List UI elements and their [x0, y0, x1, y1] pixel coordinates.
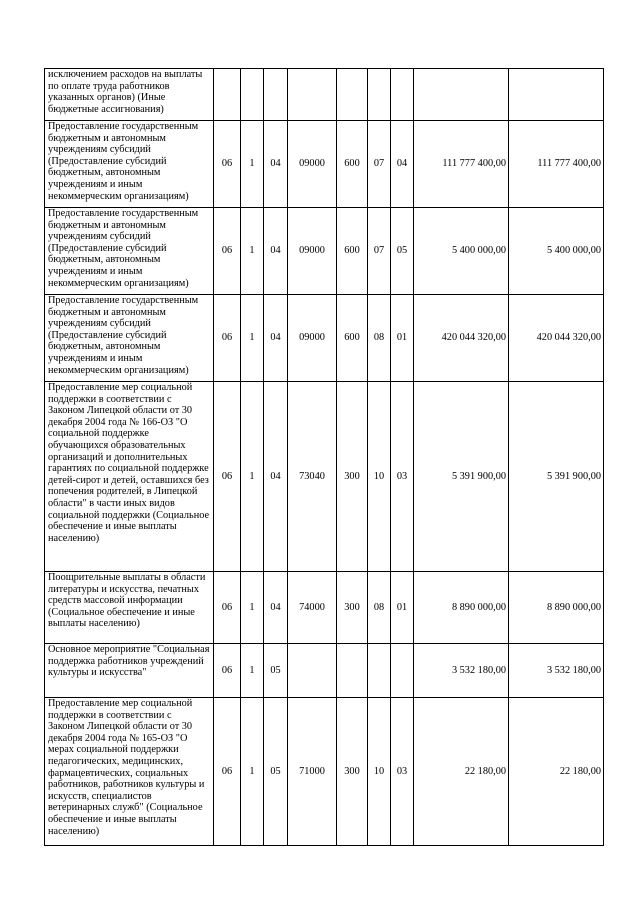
subprogram-code: 1 [241, 382, 264, 572]
event-code: 04 [264, 382, 288, 572]
subsection-code [391, 69, 414, 121]
amount-1: 111 777 400,00 [414, 121, 509, 208]
direction-code: 09000 [288, 295, 337, 382]
expense-type-code: 600 [337, 295, 368, 382]
direction-code: 74000 [288, 572, 337, 644]
program-code: 06 [214, 382, 241, 572]
direction-code: 09000 [288, 121, 337, 208]
event-code: 04 [264, 572, 288, 644]
amount-1: 5 391 900,00 [414, 382, 509, 572]
program-code: 06 [214, 644, 241, 698]
row-description: исключением расходов на выплаты по оплате труда работников указанных органов) (Иные бюджетные ассигнования) [45, 69, 214, 121]
expense-type-code: 300 [337, 382, 368, 572]
direction-code [288, 644, 337, 698]
amount-2: 22 180,00 [509, 698, 604, 846]
subprogram-code: 1 [241, 698, 264, 846]
program-code: 06 [214, 572, 241, 644]
subprogram-code: 1 [241, 121, 264, 208]
amount-2: 111 777 400,00 [509, 121, 604, 208]
event-code: 04 [264, 295, 288, 382]
event-code: 05 [264, 644, 288, 698]
section-code [368, 69, 391, 121]
amount-2: 3 532 180,00 [509, 644, 604, 698]
subprogram-code: 1 [241, 208, 264, 295]
subsection-code: 01 [391, 572, 414, 644]
section-code [368, 644, 391, 698]
program-code: 06 [214, 295, 241, 382]
row-description: Предоставление мер социальной поддержки в соответствии с Законом Липецкой области от 30 декабря 2004 года № 166-ОЗ "О социальной поддержке обучающихся образовательных организаций и дополнительных гарантиях по социальной поддержке детей-сирот и детей, оставшихся без попечения родителей, в Липецкой области" в части иных видов социальной поддержки (Социальное обеспечение и иные выплаты населению) [45, 382, 214, 572]
table-row [45, 382, 604, 572]
subprogram-code: 1 [241, 572, 264, 644]
event-code [264, 69, 288, 121]
row-description: Предоставление государственным бюджетным и автономным учреждениям субсидий (Предоставление субсидий бюджетным, автономным учреждениям и иным некоммерческим организациям) [45, 121, 214, 208]
program-code: 06 [214, 208, 241, 295]
section-code: 10 [368, 698, 391, 846]
subsection-code: 03 [391, 382, 414, 572]
subsection-code: 03 [391, 698, 414, 846]
amount-1 [414, 69, 509, 121]
table-row [45, 69, 604, 121]
section-code: 08 [368, 572, 391, 644]
program-code: 06 [214, 121, 241, 208]
direction-code: 09000 [288, 208, 337, 295]
table-row [45, 698, 604, 846]
row-description: Предоставление государственным бюджетным и автономным учреждениям субсидий (Предоставление субсидий бюджетным, автономным учреждениям и иным некоммерческим организациям) [45, 295, 214, 382]
amount-1: 3 532 180,00 [414, 644, 509, 698]
table-row [45, 121, 604, 208]
amount-2: 420 044 320,00 [509, 295, 604, 382]
subsection-code [391, 644, 414, 698]
row-description: Предоставление государственным бюджетным и автономным учреждениям субсидий (Предоставление субсидий бюджетным, автономным учреждениям и иным некоммерческим организациям) [45, 208, 214, 295]
expense-type-code [337, 69, 368, 121]
direction-code [288, 69, 337, 121]
amount-2: 5 400 000,00 [509, 208, 604, 295]
amount-2: 8 890 000,00 [509, 572, 604, 644]
amount-1: 22 180,00 [414, 698, 509, 846]
amount-2: 5 391 900,00 [509, 382, 604, 572]
amount-2 [509, 69, 604, 121]
expense-type-code: 300 [337, 698, 368, 846]
direction-code: 71000 [288, 698, 337, 846]
subprogram-code: 1 [241, 295, 264, 382]
subsection-code: 04 [391, 121, 414, 208]
event-code: 04 [264, 208, 288, 295]
amount-1: 420 044 320,00 [414, 295, 509, 382]
section-code: 07 [368, 121, 391, 208]
subsection-code: 05 [391, 208, 414, 295]
event-code: 04 [264, 121, 288, 208]
subprogram-code [241, 69, 264, 121]
row-description: Основное мероприятие "Социальная поддержка работников учреждений культуры и искусства" [45, 644, 214, 698]
program-code [214, 69, 241, 121]
section-code: 08 [368, 295, 391, 382]
program-code: 06 [214, 698, 241, 846]
expense-type-code: 600 [337, 121, 368, 208]
table-row [45, 295, 604, 382]
expense-type-code: 300 [337, 572, 368, 644]
subsection-code: 01 [391, 295, 414, 382]
event-code: 05 [264, 698, 288, 846]
section-code: 07 [368, 208, 391, 295]
section-code: 10 [368, 382, 391, 572]
budget-table [44, 68, 604, 846]
table-row [45, 572, 604, 644]
amount-1: 8 890 000,00 [414, 572, 509, 644]
table-row [45, 644, 604, 698]
row-description: Поощрительные выплаты в области литературы и искусства, печатных средств массовой информации (Социальное обеспечение и иные выплаты населению) [45, 572, 214, 644]
expense-type-code: 600 [337, 208, 368, 295]
amount-1: 5 400 000,00 [414, 208, 509, 295]
row-description: Предоставление мер социальной поддержки в соответствии с Законом Липецкой области от 30 декабря 2004 года № 165-ОЗ "О мерах социальной поддержки педагогических, медицинских, фармацевтических, социальных работников, работников культуры и искусств, специалистов ветеринарных служб" (Социальное обеспечение и иные выплаты населению) [45, 698, 214, 846]
subprogram-code: 1 [241, 644, 264, 698]
table-row [45, 208, 604, 295]
expense-type-code [337, 644, 368, 698]
direction-code: 73040 [288, 382, 337, 572]
